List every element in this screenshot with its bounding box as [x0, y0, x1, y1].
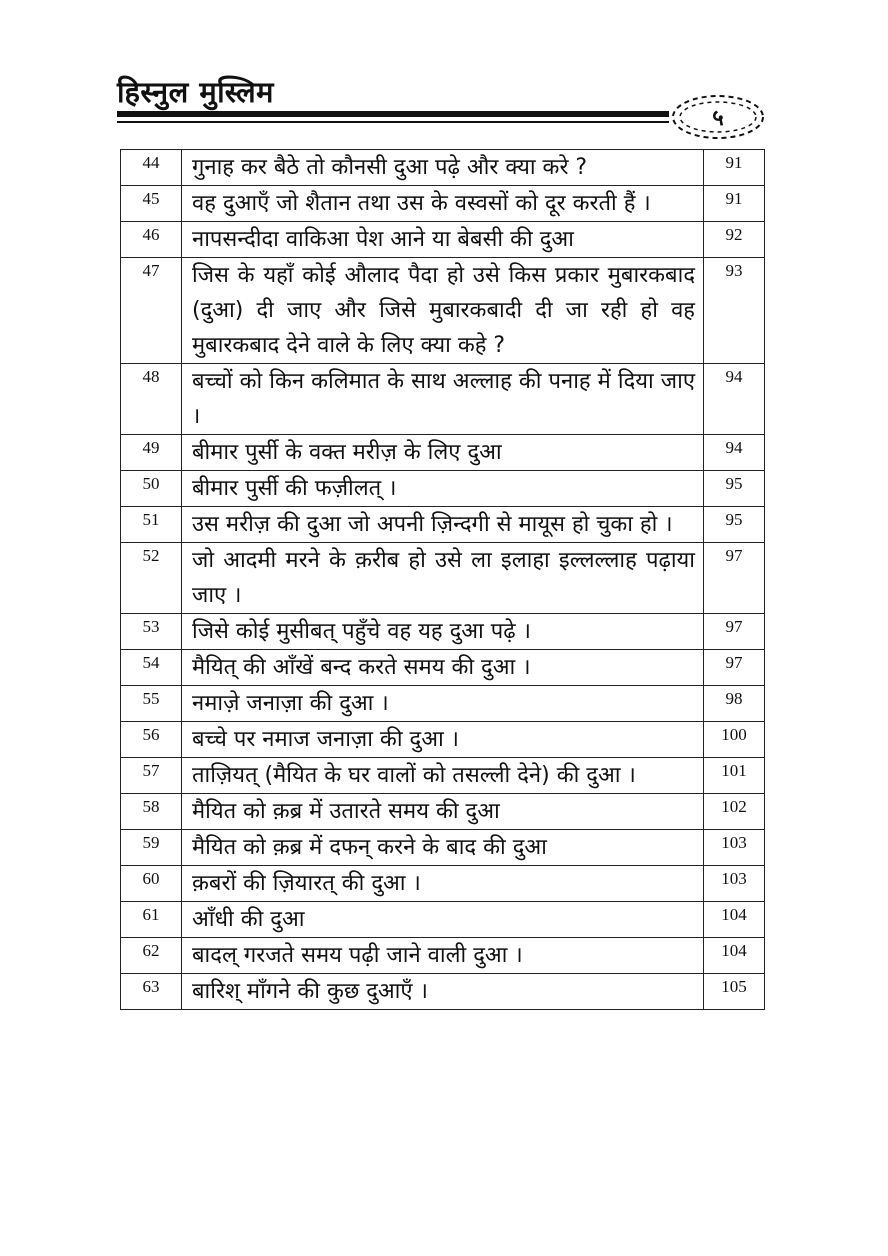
table-row [121, 830, 765, 866]
entry-page: 98 [704, 686, 765, 722]
entry-number: 44 [121, 150, 182, 186]
entry-number: 52 [121, 543, 182, 614]
entry-title: बच्चों को किन कलिमात के साथ अल्लाह की पनाह में दिया जाए । [182, 364, 704, 435]
table-row [121, 722, 765, 758]
table-row [121, 686, 765, 722]
entry-title: उस मरीज़ की दुआ जो अपनी ज़िन्दगी से मायूस हो चुका हो । [182, 507, 704, 543]
entry-page: 91 [704, 150, 765, 186]
table-row [121, 543, 765, 614]
table-row [121, 650, 765, 686]
entry-title: नमाज़े जनाज़ा की दुआ । [182, 686, 704, 722]
table-row [121, 507, 765, 543]
entry-number: 59 [121, 830, 182, 866]
table-row [121, 758, 765, 794]
header-rule-thick [117, 111, 669, 117]
entry-title: मैयित को क़ब्र में दफन् करने के बाद की दुआ [182, 830, 704, 866]
entry-title: नापसन्दीदा वाकिआ पेश आने या बेबसी की दुआ [182, 222, 704, 258]
entry-page: 97 [704, 650, 765, 686]
table-row [121, 902, 765, 938]
entry-number: 62 [121, 938, 182, 974]
entry-number: 55 [121, 686, 182, 722]
entry-number: 61 [121, 902, 182, 938]
entry-page: 103 [704, 866, 765, 902]
entry-page: 93 [704, 258, 765, 364]
entry-page: 101 [704, 758, 765, 794]
entry-page: 92 [704, 222, 765, 258]
table-row [121, 974, 765, 1010]
entry-title: बारिश् माँगने की कुछ दुआएँ । [182, 974, 704, 1010]
table-row [121, 222, 765, 258]
entry-title: जिस के यहाँ कोई औलाद पैदा हो उसे किस प्रकार मुबारकबाद (दुआ) दी जाए और जिसे मुबारकबादी दी जा रही हो वह मुबारकबाद देने वाले के लिए क्या कहे ? [182, 258, 704, 364]
contents-table [120, 149, 765, 1010]
entry-page: 91 [704, 186, 765, 222]
table-row [121, 186, 765, 222]
table-row [121, 938, 765, 974]
entry-title: बच्चे पर नमाज जनाज़ा की दुआ । [182, 722, 704, 758]
entry-page: 94 [704, 364, 765, 435]
entry-title: आँधी की दुआ [182, 902, 704, 938]
entry-page: 97 [704, 543, 765, 614]
entry-number: 51 [121, 507, 182, 543]
entry-page: 97 [704, 614, 765, 650]
entry-page: 104 [704, 902, 765, 938]
entry-number: 56 [121, 722, 182, 758]
entry-page: 100 [704, 722, 765, 758]
entry-page: 102 [704, 794, 765, 830]
entry-page: 105 [704, 974, 765, 1010]
entry-title: ताज़ियत् (मैयित के घर वालों को तसल्ली देने) की दुआ । [182, 758, 704, 794]
entry-number: 46 [121, 222, 182, 258]
entry-page: 104 [704, 938, 765, 974]
table-row [121, 150, 765, 186]
entry-title: बादल् गरजते समय पढ़ी जाने वाली दुआ । [182, 938, 704, 974]
entry-title: वह दुआएँ जो शैतान तथा उस के वस्वसों को दूर करती हैं । [182, 186, 704, 222]
table-row [121, 258, 765, 364]
entry-page: 95 [704, 507, 765, 543]
entry-title: क़बरों की ज़ियारत् की दुआ । [182, 866, 704, 902]
page-number: ५ [712, 105, 724, 131]
entry-page: 95 [704, 471, 765, 507]
entry-number: 60 [121, 866, 182, 902]
table-row [121, 866, 765, 902]
entry-title: गुनाह कर बैठे तो कौनसी दुआ पढ़े और क्या करे ? [182, 150, 704, 186]
page-title: हिस्नुल मुस्लिम [117, 75, 274, 109]
entry-title: मैयित को क़ब्र में उतारते समय की दुआ [182, 794, 704, 830]
table-row [121, 471, 765, 507]
table-row [121, 614, 765, 650]
entry-number: 58 [121, 794, 182, 830]
entry-number: 63 [121, 974, 182, 1010]
entry-number: 50 [121, 471, 182, 507]
entry-title: जो आदमी मरने के क़रीब हो उसे ला इलाहा इल्लल्लाह पढ़ाया जाए । [182, 543, 704, 614]
table-row [121, 364, 765, 435]
entry-number: 45 [121, 186, 182, 222]
entry-number: 47 [121, 258, 182, 364]
entry-title: जिसे कोई मुसीबत् पहुँचे वह यह दुआ पढ़े । [182, 614, 704, 650]
entry-number: 53 [121, 614, 182, 650]
entry-title: बीमार पुर्सी के वक्त मरीज़ के लिए दुआ [182, 435, 704, 471]
entry-number: 54 [121, 650, 182, 686]
table-row [121, 794, 765, 830]
entry-number: 48 [121, 364, 182, 435]
entry-title: मैयित् की आँखें बन्द करते समय की दुआ । [182, 650, 704, 686]
header-rule-thin [117, 121, 669, 123]
table-row [121, 435, 765, 471]
entry-number: 49 [121, 435, 182, 471]
entry-page: 94 [704, 435, 765, 471]
entry-page: 103 [704, 830, 765, 866]
entry-title: बीमार पुर्सी की फज़ीलत् । [182, 471, 704, 507]
entry-number: 57 [121, 758, 182, 794]
